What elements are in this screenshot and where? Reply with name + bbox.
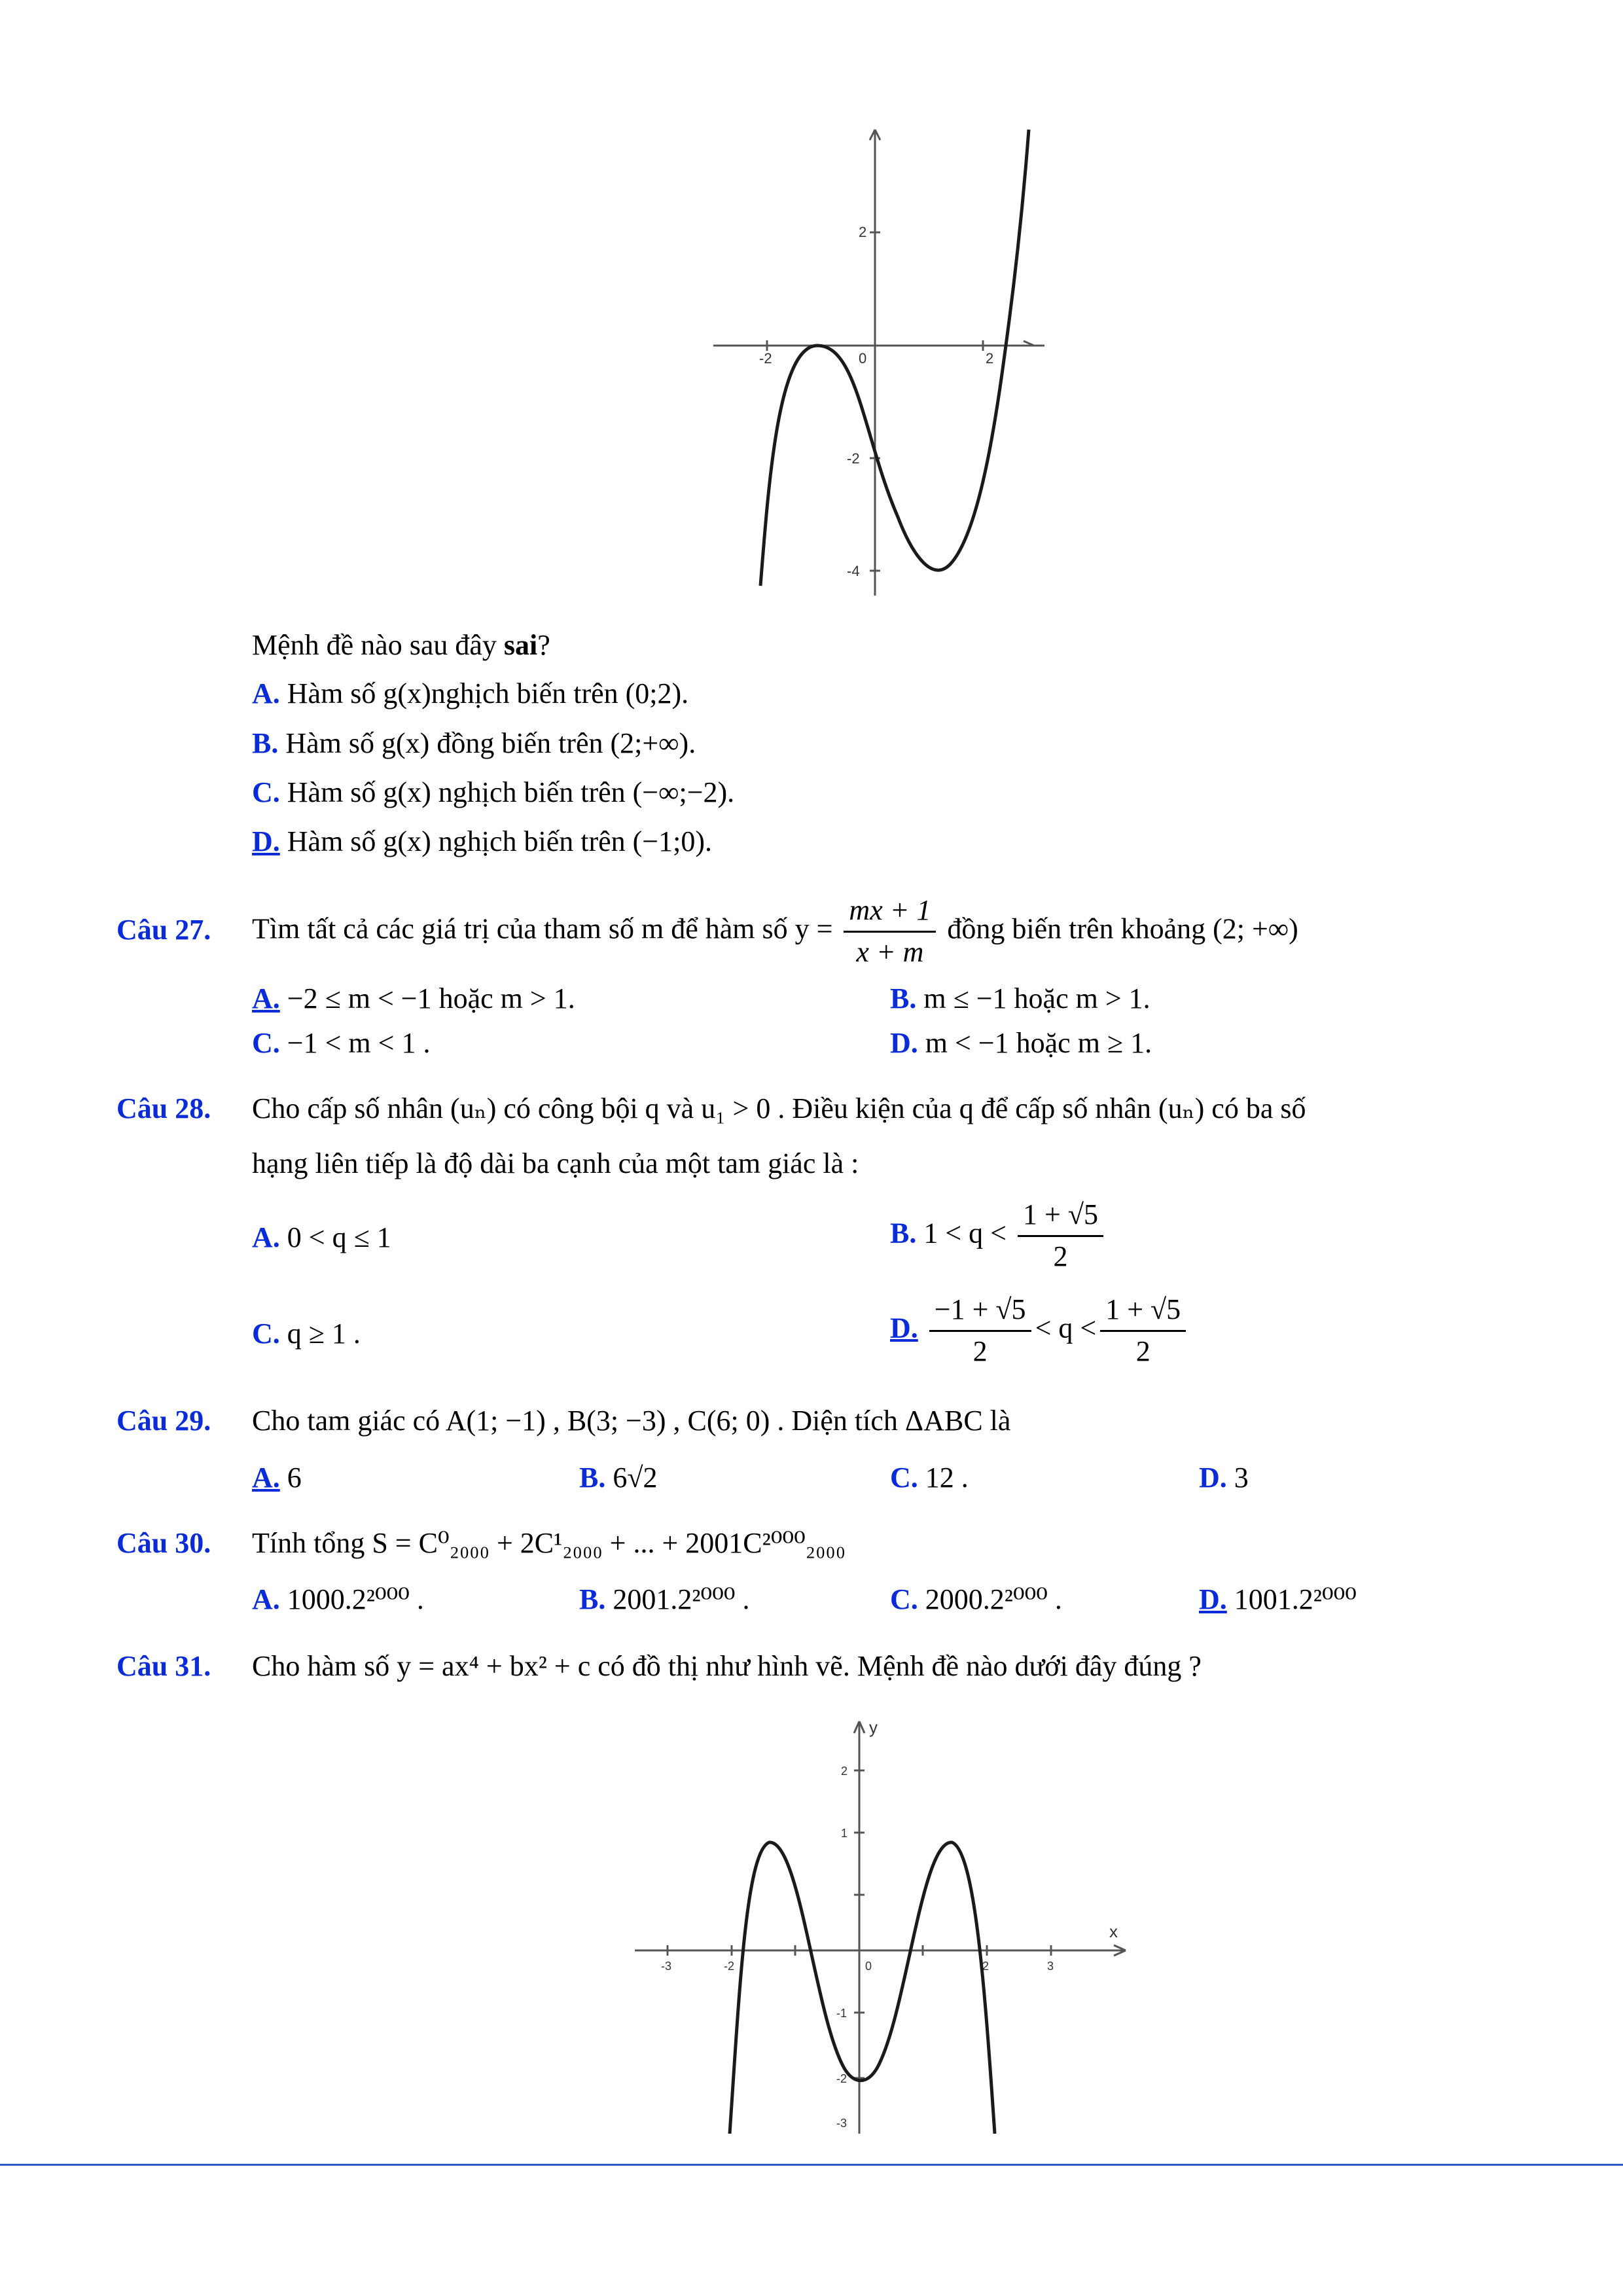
q29-option-a[interactable] bbox=[252, 1461, 302, 1496]
q28-option-c[interactable] bbox=[252, 1317, 361, 1352]
option-label: D. bbox=[1199, 1462, 1227, 1494]
q29-option-d[interactable] bbox=[1199, 1461, 1249, 1496]
q26-option-a[interactable] bbox=[252, 677, 688, 711]
option-label: B. bbox=[579, 1583, 606, 1615]
tick-label-x-2: 2 bbox=[982, 1960, 990, 1973]
option-text: 0 < q ≤ 1 bbox=[279, 1221, 391, 1253]
option-text: Hàm số g(x) nghịch biến trên (−1;0). bbox=[287, 825, 712, 857]
quartic-curve bbox=[730, 1842, 995, 2134]
q29-label: Câu 29. bbox=[116, 1405, 211, 1437]
tick-label-x-neg2: -2 bbox=[759, 350, 772, 367]
tick-label-x-3: 3 bbox=[1047, 1960, 1054, 1973]
option-label: A. bbox=[252, 677, 280, 709]
option-text: 6 bbox=[279, 1462, 302, 1494]
tick-label-origin: 0 bbox=[865, 1960, 872, 1973]
q28-label: Câu 28. bbox=[116, 1092, 211, 1124]
option-label: B. bbox=[890, 982, 917, 1014]
prompt-emphasis: sai bbox=[503, 629, 538, 661]
option-text: 1 < q < bbox=[916, 1217, 1007, 1249]
option-text: Hàm số g(x) đồng biến trên (2;+∞). bbox=[285, 727, 696, 759]
q27-option-d[interactable] bbox=[890, 1026, 1152, 1061]
q28-line1: Cho cấp số nhân (uₙ) có công bội q và u₁ > 0 . Điều kiện của q để cấp số nhân (uₙ) có ba số bbox=[252, 1092, 1306, 1124]
q30-option-c[interactable] bbox=[890, 1583, 1062, 1617]
option-text: 1000.2²⁰⁰⁰ . bbox=[279, 1583, 424, 1615]
tick-label-y-neg4: -4 bbox=[847, 563, 860, 579]
q26-option-d[interactable] bbox=[252, 825, 712, 859]
option-label-correct: A. bbox=[252, 1462, 280, 1494]
q28-option-d[interactable] bbox=[890, 1293, 1190, 1369]
q27-text: Tìm tất cả các giá trị của tham số m để hàm số y = bbox=[252, 912, 833, 945]
q30-option-b[interactable] bbox=[579, 1583, 749, 1617]
q27-option-c[interactable] bbox=[252, 1026, 430, 1061]
tick-label-y-neg2: -2 bbox=[836, 2072, 847, 2085]
option-text: Hàm số g(x)nghịch biến trên (0;2). bbox=[287, 677, 689, 709]
q29-option-c[interactable] bbox=[890, 1461, 969, 1496]
q31-stem: Cho hàm số y = ax⁴ + bx² + c có đồ thị như hình vẽ. Mệnh đề nào dưới đây đúng ? bbox=[252, 1650, 1202, 1682]
tick-label-y-1: 1 bbox=[841, 1827, 848, 1840]
option-label: A. bbox=[252, 1583, 280, 1615]
prompt-qmark: ? bbox=[537, 629, 550, 661]
q28-option-b[interactable] bbox=[890, 1198, 1107, 1274]
option-label: D. bbox=[890, 1027, 918, 1059]
q27-text-after: đồng biến trên khoảng (2; +∞) bbox=[947, 912, 1298, 945]
tick-label-x-2: 2 bbox=[986, 350, 994, 367]
option-label-correct: D. bbox=[890, 1312, 918, 1344]
q28-option-a[interactable] bbox=[252, 1221, 391, 1255]
option-label: C. bbox=[252, 1318, 280, 1350]
graph-quartic bbox=[628, 1708, 1139, 2134]
question-prompt bbox=[252, 628, 550, 663]
q30-option-d[interactable] bbox=[1199, 1583, 1357, 1617]
option-text: 3 bbox=[1226, 1462, 1249, 1494]
tick-label-y-neg2: -2 bbox=[847, 450, 860, 467]
option-text: q ≥ 1 . bbox=[279, 1318, 361, 1350]
option-text: Hàm số g(x) nghịch biến trên (−∞;−2). bbox=[287, 776, 735, 808]
q29-option-b[interactable] bbox=[579, 1461, 658, 1496]
footer-divider bbox=[0, 2164, 1623, 2166]
option-text: 6√2 bbox=[605, 1462, 658, 1494]
q26-option-b[interactable] bbox=[252, 726, 696, 761]
option-text: 1001.2²⁰⁰⁰ bbox=[1226, 1583, 1357, 1615]
tick-label-y-neg3: -3 bbox=[836, 2117, 847, 2130]
option-label-correct: D. bbox=[252, 825, 280, 857]
tick-label-y-2: 2 bbox=[859, 224, 867, 240]
option-text: −2 ≤ m < −1 hoặc m > 1. bbox=[279, 982, 575, 1014]
q28-d-fraction-2: $\frac{1 + √5}{2}$ bbox=[1100, 1293, 1186, 1369]
q30-stem: Tính tổng S = C⁰₂₀₀₀ + 2C¹₂₀₀₀ + ... + 2001C²⁰⁰⁰₂₀₀₀ bbox=[252, 1527, 846, 1559]
tick-label-x-neg2: -2 bbox=[724, 1960, 735, 1973]
prompt-text: Mệnh đề nào sau đây bbox=[252, 629, 504, 661]
option-label: B. bbox=[890, 1217, 917, 1249]
option-text: 2001.2²⁰⁰⁰ . bbox=[605, 1583, 750, 1615]
option-text: −1 < m < 1 . bbox=[279, 1027, 431, 1059]
q27-option-a[interactable] bbox=[252, 982, 575, 1016]
tick-label-y-neg1: -1 bbox=[836, 2007, 847, 2020]
option-label: B. bbox=[579, 1462, 606, 1494]
q30-label: Câu 30. bbox=[116, 1527, 211, 1559]
axis-y-label: y bbox=[869, 1717, 878, 1737]
q28-d-fraction-1: $\frac{-1 + √5}{2}$ bbox=[929, 1293, 1031, 1369]
q30-option-a[interactable] bbox=[252, 1583, 424, 1617]
q27-option-b[interactable] bbox=[890, 982, 1150, 1016]
option-label-correct: A. bbox=[252, 982, 280, 1014]
q31-label: Câu 31. bbox=[116, 1650, 211, 1682]
tick-label-y-2: 2 bbox=[841, 1765, 848, 1778]
option-label: B. bbox=[252, 727, 279, 759]
q27-label: Câu 27. bbox=[116, 914, 211, 946]
q26-option-c[interactable] bbox=[252, 776, 734, 810]
option-text: m ≤ −1 hoặc m > 1. bbox=[916, 982, 1150, 1014]
option-label-correct: D. bbox=[1199, 1583, 1227, 1615]
axis-x-label: x bbox=[1109, 1922, 1118, 1941]
option-label: C. bbox=[890, 1583, 918, 1615]
option-label: C. bbox=[252, 1027, 280, 1059]
q27-stem bbox=[252, 893, 1298, 970]
q27-fraction: $\frac{mx + 1}{x + m}$ bbox=[844, 893, 936, 970]
option-text: 12 . bbox=[918, 1462, 969, 1494]
graph-cubic bbox=[707, 124, 1047, 596]
tick-label-x-neg3: -3 bbox=[661, 1960, 672, 1973]
q29-stem: Cho tam giác có A(1; −1) , B(3; −3) , C(6; 0) . Diện tích ΔABC là bbox=[252, 1405, 1011, 1437]
tick-label-origin: 0 bbox=[859, 350, 867, 367]
option-text: 2000.2²⁰⁰⁰ . bbox=[918, 1583, 1062, 1615]
q28-line2: hạng liên tiếp là độ dài ba cạnh của một tam giác là : bbox=[252, 1147, 859, 1179]
option-label: C. bbox=[890, 1462, 918, 1494]
option-label: A. bbox=[252, 1221, 280, 1253]
q28-d-mid: < q < bbox=[1035, 1312, 1097, 1344]
q28-b-fraction: $\frac{1 + √5}{2}$ bbox=[1018, 1198, 1103, 1274]
option-text: m < −1 hoặc m ≥ 1. bbox=[918, 1027, 1152, 1059]
option-label: C. bbox=[252, 776, 280, 808]
